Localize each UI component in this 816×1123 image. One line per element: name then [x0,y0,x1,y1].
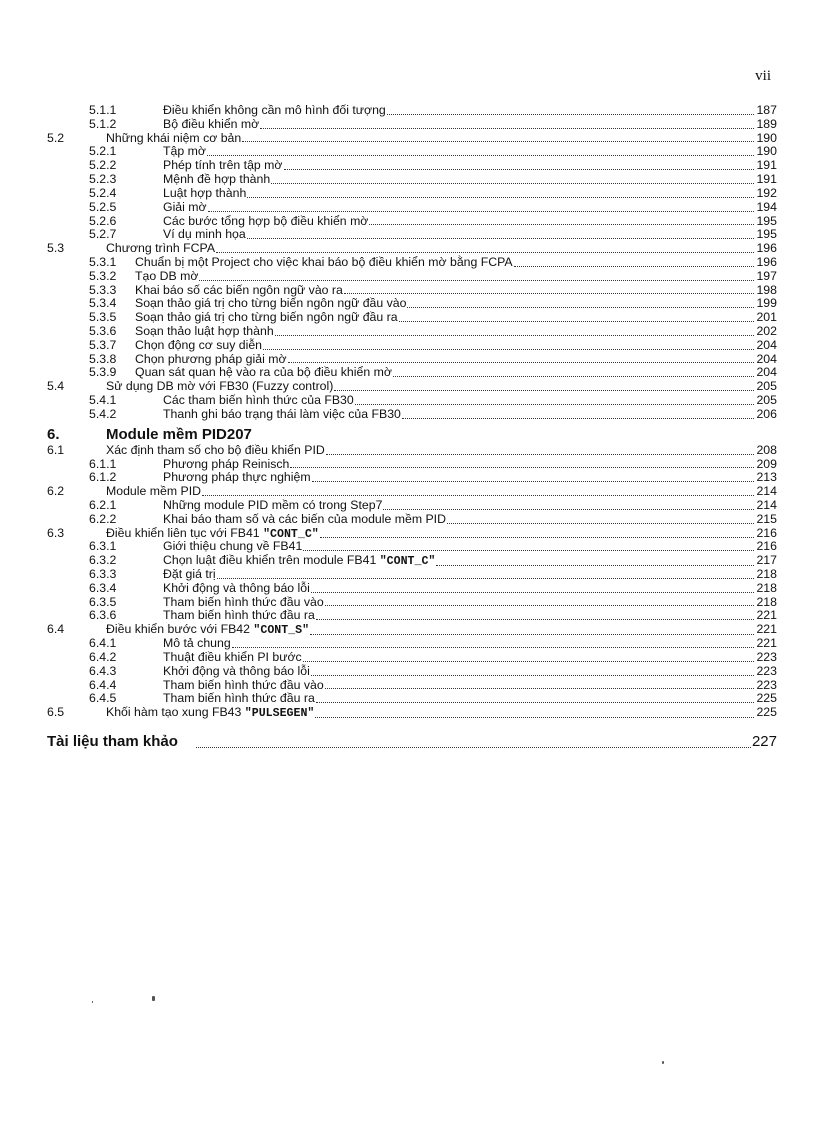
section-number: 6.4 [47,622,65,637]
section-number: 6.3.6 [89,608,117,623]
dot-leader [247,196,754,198]
section-title: Chọn luật điều khiển trên module FB41 "CONT_C" [163,553,436,569]
dot-leader [207,154,754,156]
page-ref: 195 [756,213,777,228]
dot-leader [196,746,751,748]
toc-entry-6-4-2[interactable] [47,651,777,665]
section-title: Thanh ghi báo trạng thái làm việc của FB30 [163,406,401,421]
section-number: 6.2.2 [89,511,117,526]
toc-entry-6-1-1[interactable] [47,458,777,472]
page-ref: 218 [756,594,777,609]
section-title: Điều khiển không cần mô hình đối tượng [163,103,386,117]
section-title: Giải mờ [163,199,207,214]
section-number: 5.3.1 [89,254,117,269]
section-title: Module mềm PID [106,484,201,499]
dot-leader [387,113,754,115]
page-ref: 205 [756,393,777,408]
page-ref: 223 [756,663,777,678]
page-ref: 221 [756,622,777,637]
section-number: 5.1.2 [89,116,117,131]
toc-entry-5-3-4[interactable] [47,297,777,311]
toc-entry-5-2[interactable] [47,132,777,146]
dot-leader [312,480,754,482]
function-block-code: "CONT_C" [263,527,319,541]
section-number: 6.3.2 [89,553,117,568]
dot-leader [217,577,754,579]
page-ref: 204 [756,351,777,366]
toc-entry-5-3-2[interactable] [47,270,777,284]
dot-leader [232,646,754,648]
section-title: Bộ điều khiển mờ [163,116,260,131]
page-ref: 225 [756,705,777,720]
references-title: Tài liệu tham khảo [47,732,178,750]
page-ref: 217 [756,553,777,568]
section-number: 5.2.7 [89,227,117,242]
section-number: 6.3.3 [89,567,117,581]
page-ref: 218 [756,580,777,595]
section-number: 5.3.3 [89,282,117,297]
section-title: Khối hàm tạo xung FB43 "PULSEGEN" [106,705,315,721]
dot-leader [407,306,754,308]
section-number: 5.1.1 [89,103,117,117]
dot-leader [402,417,754,419]
page-ref: 207 [226,425,252,443]
toc-entry-5-2-2[interactable] [47,159,777,173]
page-ref: 206 [756,406,777,421]
toc-entry-5-3-5[interactable] [47,311,777,325]
dot-leader [311,591,754,593]
toc-entry-5-1-1[interactable] [47,104,777,118]
section-title: Giới thiệu chung về FB41 [163,539,303,554]
section-title: Chương trình FCPA [106,241,216,256]
section-number: 5.2.1 [89,144,117,159]
section-title: Tham biến hình thức đầu ra [163,691,315,706]
page-ref: 192 [756,185,777,200]
section-title: Đặt giá trị [163,567,216,581]
section-number: 6.1.2 [89,470,117,485]
dot-leader [355,403,754,405]
page-ref: 199 [756,296,777,311]
toc-entry-6-1-2[interactable] [47,471,777,485]
section-title: Quan sát quan hệ vào ra của bộ điều khiển mờ [135,365,392,380]
page-ref: 190 [756,144,777,159]
toc-entry-5-2-7[interactable] [47,228,777,242]
function-block-code: "CONT_S" [253,624,310,638]
toc-entry-6-4-3[interactable] [47,665,777,679]
section-number: 5.3.9 [89,365,117,380]
section-title: Tập mờ [163,144,206,159]
dot-leader [325,604,754,606]
page-ref: 190 [756,130,777,145]
section-number: 5.2 [47,130,65,145]
section-title: Tham biến hình thức đầu vào [163,594,324,609]
section-title: Khởi động và thông báo lỗi [163,580,310,595]
section-title: Điều khiển bước với FB42 "CONT_S" [106,622,310,638]
dot-leader [334,389,754,391]
page-ref: 198 [756,282,777,297]
section-number: 5.3.6 [89,324,117,338]
section-number: 6.4.4 [89,677,117,692]
toc-entry-6-2[interactable] [47,485,777,499]
section-title: Chọn động cơ suy diễn [135,337,263,352]
page-number: vii [755,68,771,84]
dot-leader [290,466,754,468]
dot-leader [247,237,754,239]
toc-entry-5-3-1[interactable] [47,256,777,270]
page-ref: 227 [751,732,777,750]
page-ref: 204 [756,365,777,380]
section-number: 6.3.1 [89,539,117,554]
function-block-code: "CONT_C" [379,555,436,569]
section-number: 5.3.4 [89,296,117,311]
section-title: Mô tả chung [163,636,231,651]
section-title: Soạn thảo giá trị cho từng biến ngôn ngữ đầu ra [135,310,398,325]
toc-entry-5-1-2[interactable] [47,118,777,132]
section-title: Những module PID mềm có trong Step7 [163,497,383,512]
toc-entry-5-3-9[interactable] [47,366,777,380]
section-title: Chuẩn bị một Project cho việc khai báo bộ điều khiển mờ bằng FCPA [135,254,513,269]
section-number: 5.3 [47,241,65,256]
dot-leader [316,618,754,620]
toc-entry-5-2-1[interactable] [47,145,777,159]
toc-entry-references[interactable] [47,732,777,752]
page-ref: 216 [756,525,777,540]
section-title: Sử dụng DB mờ với FB30 (Fuzzy control) [106,379,334,394]
toc-entry-6-3-5[interactable] [47,596,777,610]
section-title: Thuật điều khiển PI bước [163,649,302,664]
section-number: 6.2.1 [89,497,117,512]
section-number: 6.3.5 [89,594,117,609]
dot-leader [284,168,755,170]
dot-leader [325,687,754,689]
page-ref: 194 [756,199,777,214]
dot-leader [275,334,754,336]
section-number: 6.3 [47,525,65,540]
toc-entry-6-5[interactable] [47,706,777,720]
section-title: Những khái niệm cơ bản [106,130,242,145]
page-ref: 205 [756,379,777,394]
toc-entry-6-3-4[interactable] [47,582,777,596]
section-title: Phương pháp thực nghiệm [163,470,311,485]
chapter-number: 6. [47,425,60,443]
section-title: Mệnh đề hợp thành [163,172,271,187]
page-ref: 214 [756,497,777,512]
dot-leader [326,453,754,455]
dot-leader [216,251,754,253]
section-number: 5.3.5 [89,310,117,325]
section-number: 5.3.7 [89,337,117,352]
dot-leader [316,701,754,703]
dot-leader [436,564,754,566]
page-ref: 195 [756,227,777,242]
page-ref: 196 [756,254,777,269]
section-number: 6.5 [47,705,65,720]
page-ref: 189 [756,116,777,131]
section-number: 6.4.3 [89,663,117,678]
section-number: 6.3.4 [89,580,117,595]
section-number: 6.2 [47,484,65,499]
page-ref: 221 [756,636,777,651]
section-title: Các tham biến hình thức của FB30 [163,393,354,408]
toc-entry-6-3[interactable] [47,527,777,541]
dot-leader [315,716,754,718]
toc-entry-6-4-1[interactable] [47,637,777,651]
toc-entry-5-2-6[interactable] [47,215,777,229]
section-number: 5.2.5 [89,199,117,214]
dot-leader [202,494,754,496]
section-title: Tạo DB mờ [135,268,199,283]
section-title: Khởi động và thông báo lỗi [163,663,310,678]
section-title: Các bước tổng hợp bộ điều khiển mờ [163,213,369,228]
section-number: 5.4.1 [89,393,117,408]
page-ref: 218 [756,567,777,581]
toc-entry-5-4[interactable] [47,380,777,394]
section-title: Tham biến hình thức đầu ra [163,608,315,623]
toc-entry-6-3-2[interactable] [47,554,777,568]
dot-leader [514,265,754,267]
dot-leader [369,223,754,225]
dot-leader [447,522,754,524]
dot-leader [242,140,754,142]
page-ref: 191 [756,158,777,173]
dot-leader [344,292,754,294]
dot-leader [303,660,754,662]
page-ref: 225 [756,691,777,706]
section-number: 5.2.4 [89,185,117,200]
page-ref: 196 [756,241,777,256]
toc-entry-5-4-2[interactable] [47,408,777,422]
page-ref: 197 [756,268,777,283]
section-number: 5.3.8 [89,351,117,366]
dot-leader [208,210,754,212]
dot-leader [383,508,754,510]
toc-entry-6-2-1[interactable] [47,499,777,513]
section-number: 6.1.1 [89,456,117,471]
toc-entry-6-3-1[interactable] [47,540,777,554]
section-number: 6.4.1 [89,636,117,651]
section-number: 6.4.2 [89,649,117,664]
toc-entry-5-3[interactable] [47,242,777,256]
section-number: 5.2.2 [89,158,117,173]
dot-leader [288,361,754,363]
page-ref: 187 [756,103,777,117]
section-title: Soạn thảo giá trị cho từng biến ngôn ngữ đầu vào [135,296,407,311]
toc-entry-6-3-3[interactable] [47,568,777,582]
toc-entry-6-3-6[interactable] [47,609,777,623]
page-ref: 204 [756,337,777,352]
section-number: 5.2.3 [89,172,117,187]
toc-entry-5-3-6[interactable] [47,325,777,339]
scan-speck [662,1061,664,1064]
toc-entry-5-2-3[interactable] [47,173,777,187]
scan-speck [152,996,155,1001]
dot-leader [320,536,754,538]
toc-entry-6-2-2[interactable] [47,513,777,527]
dot-leader [263,348,754,350]
section-title: Xác định tham số cho bộ điều khiển PID [106,442,325,457]
section-title: Tham biến hình thức đầu vào [163,677,324,692]
toc-entry-5-3-7[interactable] [47,339,777,353]
toc-entry-6-4-4[interactable] [47,679,777,693]
section-number: 5.4 [47,379,65,394]
page-ref: 223 [756,649,777,664]
page-ref: 208 [756,442,777,457]
section-title: Khai báo tham số và các biến của module mềm PID [163,511,446,526]
toc-chapter-6[interactable] [47,426,777,444]
section-number: 5.2.6 [89,213,117,228]
section-title: Luật hợp thành [163,185,247,200]
toc-entry-6-4-5[interactable] [47,692,777,706]
page-ref: 209 [756,456,777,471]
page-ref: 221 [756,608,777,623]
dot-leader [393,375,754,377]
page-ref: 216 [756,539,777,554]
section-title: Điều khiển liên tục với FB41 "CONT_C" [106,525,319,541]
section-title: Chọn phương pháp giải mờ [135,351,287,366]
dot-leader [260,127,754,129]
section-title: Phép tính trên tập mờ [163,158,283,173]
scan-speck [92,1001,93,1003]
dot-leader [271,182,754,184]
page-ref: 223 [756,677,777,692]
toc-entry-5-2-5[interactable] [47,201,777,215]
toc-entry-6-1[interactable] [47,444,777,458]
dot-leader [303,549,754,551]
function-block-code: "PULSEGEN" [244,707,315,721]
section-number: 5.3.2 [89,268,117,283]
page-ref: 215 [756,511,777,526]
page-ref: 213 [756,470,777,485]
section-title: Ví dụ minh họa [163,227,246,242]
dot-leader [199,279,754,281]
section-title: Soạn thảo luật hợp thành [135,324,274,338]
toc-entry-6-4[interactable] [47,623,777,637]
dot-leader [311,674,754,676]
toc-entry-5-3-3[interactable] [47,284,777,298]
page-ref: 191 [756,172,777,187]
table-of-contents [47,104,777,752]
toc-entry-5-3-8[interactable] [47,353,777,367]
section-title: Khai báo số các biến ngôn ngữ vào ra [135,282,343,297]
page-ref: 202 [756,324,777,338]
chapter-title: Module mềm PID [106,425,227,443]
page-ref: 214 [756,484,777,499]
dot-leader [399,320,754,322]
page-ref: 201 [756,310,777,325]
toc-entry-5-2-4[interactable] [47,187,777,201]
toc-entry-5-4-1[interactable] [47,394,777,408]
section-number: 6.1 [47,442,65,457]
section-number: 6.4.5 [89,691,117,706]
section-number: 5.4.2 [89,406,117,421]
dot-leader [310,633,754,635]
section-title: Phương pháp Reinisch [163,456,290,471]
